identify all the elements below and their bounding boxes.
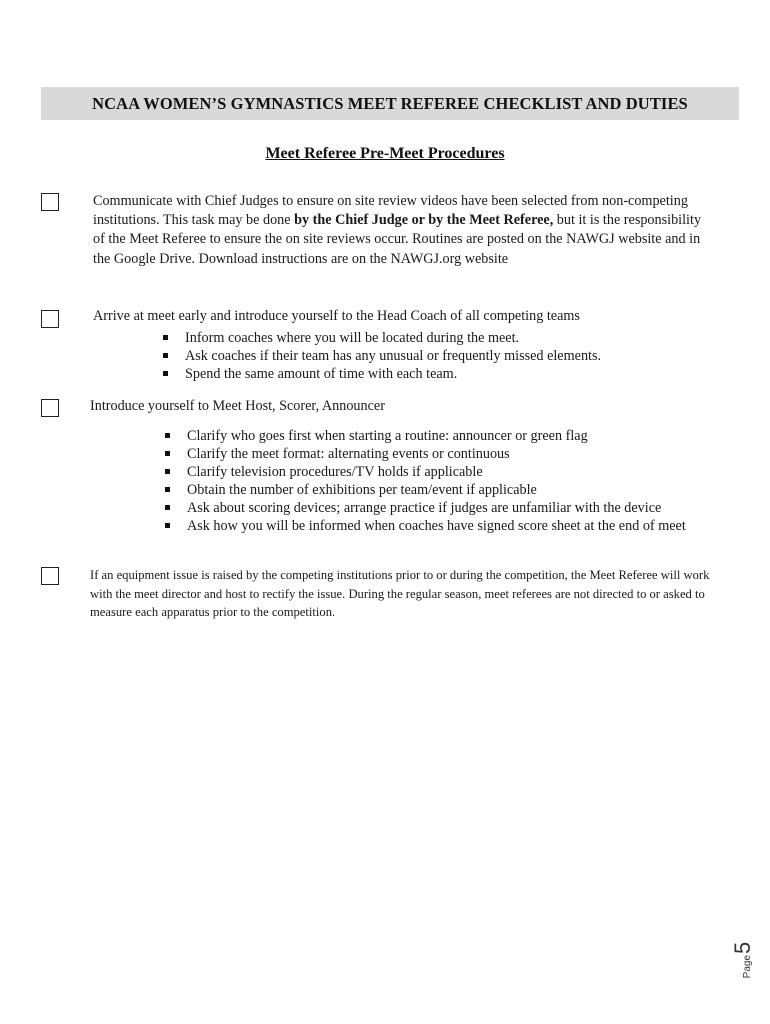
page-number xyxy=(730,940,770,980)
list-item xyxy=(163,481,703,499)
bullet-icon xyxy=(165,523,170,528)
bullet-icon xyxy=(165,433,170,438)
bullet-text: Clarify who goes first when starting a routine: announcer or green flag xyxy=(187,428,588,444)
item-1-text xyxy=(93,192,705,269)
list-item xyxy=(163,517,703,535)
item-1-text-bold: by the Chief Judge or by the Meet Referee, xyxy=(294,212,554,229)
item-2-text: Arrive at meet early and introduce yourself to the Head Coach of all competing teams xyxy=(93,308,580,324)
checkbox-item-2[interactable] xyxy=(41,310,59,328)
checkbox-item-1[interactable] xyxy=(41,193,59,211)
list-item xyxy=(161,347,721,365)
header-bar xyxy=(41,87,739,120)
item-2-bullet-list xyxy=(161,329,721,383)
item-1-text-part-a: Communicate with Chief Judges to ensure on site review videos have been selected from non-competing institutions. This task may be done xyxy=(93,193,688,229)
bullet-icon xyxy=(165,451,170,456)
document-title: NCAA WOMEN’S GYMNASTICS MEET REFEREE CHECKLIST AND DUTIES xyxy=(92,93,688,113)
page-number-value: 5 xyxy=(730,941,755,954)
item-4-text: If an equipment issue is raised by the competing institutions prior to or during the competition, the Meet Referee will work with the meet director and host to rectify the issue. During the regular season, meet referees are not directed to or asked to measure each apparatus prior to the competition. xyxy=(90,568,710,619)
bullet-icon xyxy=(163,371,168,376)
checkbox-item-3[interactable] xyxy=(41,399,59,417)
list-item xyxy=(163,499,703,517)
bullet-text: Clarify television procedures/TV holds if applicable xyxy=(187,464,483,480)
bullet-icon xyxy=(165,469,170,474)
bullet-text: Ask about scoring devices; arrange practice if judges are unfamiliar with the device xyxy=(187,500,662,516)
bullet-text: Clarify the meet format: alternating events or continuous xyxy=(187,446,510,462)
item-1-text-part-b: but it is the responsibility of the Meet Referee to ensure the on site reviews occur. Routines are posted on the NAWGJ website and in the Google Drive. Download instructions are on the NAWGJ.org website xyxy=(93,212,702,267)
section-title: Meet Referee Pre-Meet Procedures xyxy=(265,145,505,162)
page-label: Page xyxy=(742,954,753,979)
bullet-text: Inform coaches where you will be located during the meet. xyxy=(185,330,520,346)
bullet-icon xyxy=(165,505,170,510)
bullet-icon xyxy=(163,353,168,358)
bullet-text: Ask how you will be informed when coaches have signed score sheet at the end of meet xyxy=(187,518,686,534)
bullet-icon xyxy=(165,487,170,492)
list-item xyxy=(163,463,703,481)
bullet-text: Obtain the number of exhibitions per team/event if applicable xyxy=(187,482,537,498)
list-item xyxy=(161,329,721,347)
list-item xyxy=(163,445,703,463)
item-3-text: Introduce yourself to Meet Host, Scorer, Announcer xyxy=(90,398,385,414)
item-3-bullet-list xyxy=(163,427,703,535)
bullet-icon xyxy=(163,335,168,340)
list-item xyxy=(163,427,703,445)
list-item xyxy=(161,365,721,383)
checkbox-item-4[interactable] xyxy=(41,567,59,585)
bullet-text: Spend the same amount of time with each team. xyxy=(185,366,458,382)
bullet-text: Ask coaches if their team has any unusual or frequently missed elements. xyxy=(185,348,602,364)
